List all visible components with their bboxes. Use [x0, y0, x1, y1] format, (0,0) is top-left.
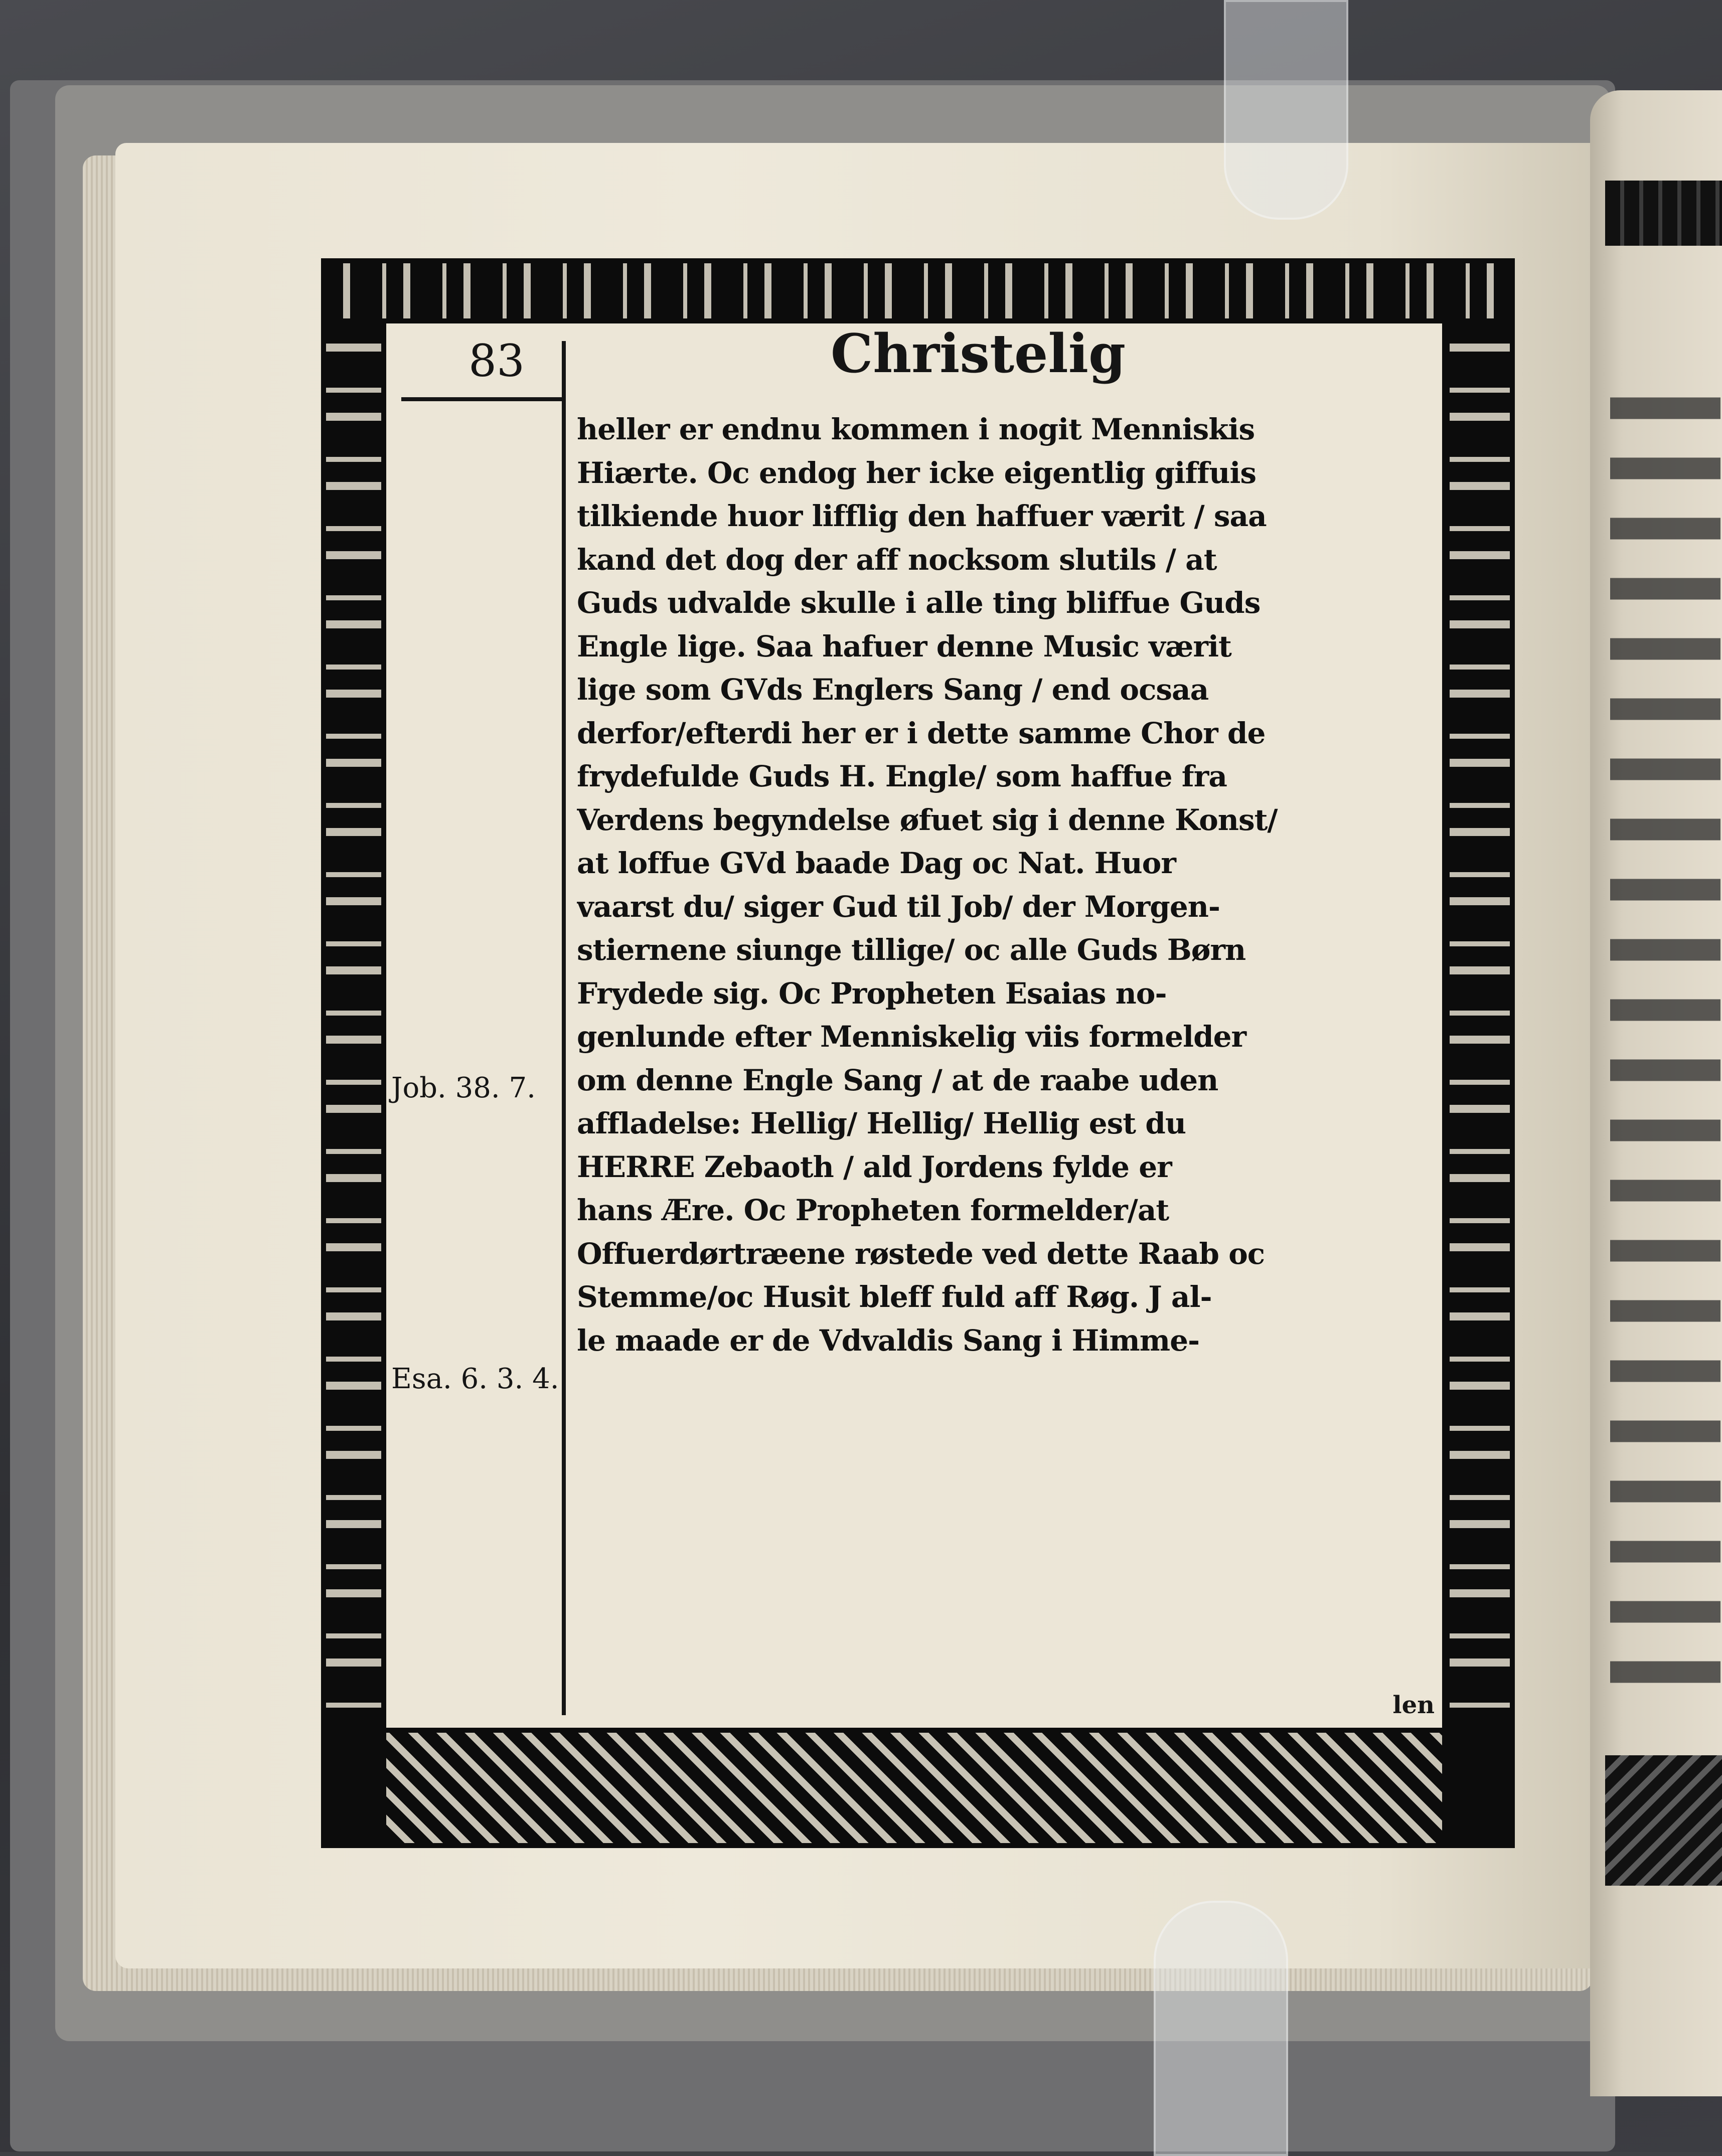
text-line: derfor/efterdi her er i dette samme Chor de	[577, 716, 1266, 750]
book-clip-bottom	[1154, 1901, 1288, 2156]
right-page-border-top	[1605, 181, 1722, 246]
frame-right-ornament	[1450, 323, 1510, 1728]
running-title: Christelig	[830, 322, 1126, 385]
text-line: om denne Engle Sang / at de raabe uden	[577, 1063, 1218, 1097]
text-line: Engle lige. Saa hafuer denne Music værit	[577, 629, 1231, 664]
text-line: le maade er de Vdvaldis Sang i Himme-	[577, 1323, 1200, 1358]
header-rule	[401, 397, 562, 401]
catchword: len	[1392, 1691, 1435, 1719]
frame-bottom-ornament	[386, 1733, 1442, 1843]
text-line: at loffue GVd baade Dag oc Nat. Huor	[577, 846, 1176, 880]
text-line: Guds udvalde skulle i alle ting bliffue Guds	[577, 586, 1261, 620]
text-line: lige som GVds Englers Sang / end ocsaa	[577, 673, 1209, 707]
right-page	[1590, 90, 1722, 2096]
text-line: genlunde efter Menniskelig viis formelder	[577, 1020, 1246, 1054]
book-clip-top	[1224, 0, 1348, 220]
text-line: Stemme/oc Husit bleff fuld aff Røg. J al-	[577, 1280, 1212, 1314]
text-line: tilkiende huor lifflig den haffuer værit / saa	[577, 499, 1267, 533]
text-line: Frydede sig. Oc Propheten Esaias no-	[577, 976, 1167, 1011]
frame-top-ornament	[326, 263, 1510, 318]
margin-column-rule	[562, 341, 566, 1715]
text-line: affladelse: Hellig/ Hellig/ Hellig est du	[577, 1106, 1186, 1140]
text-line: Hiærte. Oc endog her icke eigentlig giffuis	[577, 455, 1257, 490]
marginal-note-job: Job. 38. 7.	[391, 1072, 536, 1104]
text-line: Verdens begyndelse øfuet sig i denne Konst/	[577, 802, 1278, 837]
body-text	[577, 409, 1440, 1363]
right-page-border-bottom	[1605, 1755, 1722, 1886]
marginal-note-esaias: Esa. 6. 3. 4.	[391, 1363, 559, 1395]
right-page-text-block	[1610, 381, 1720, 1705]
text-line: Offuerdørtræene røstede ved dette Raab oc	[577, 1236, 1265, 1271]
text-line: frydefulde Guds H. Engle/ som haffue fra	[577, 759, 1227, 793]
text-line: HERRE Zebaoth / ald Jordens fylde er	[577, 1149, 1172, 1184]
page-number: 83	[468, 335, 525, 387]
frame-left-ornament	[326, 323, 381, 1728]
text-line: stiernene siunge tillige/ oc alle Guds Børn	[577, 933, 1246, 967]
text-line: hans Ære. Oc Propheten formelder/at	[577, 1193, 1169, 1227]
text-line: vaarst du/ siger Gud til Job/ der Morgen-	[577, 889, 1220, 924]
text-line: kand det dog der aff nocksom slutils / at	[577, 542, 1217, 577]
text-line: heller er endnu kommen i nogit Menniskis	[577, 412, 1255, 446]
